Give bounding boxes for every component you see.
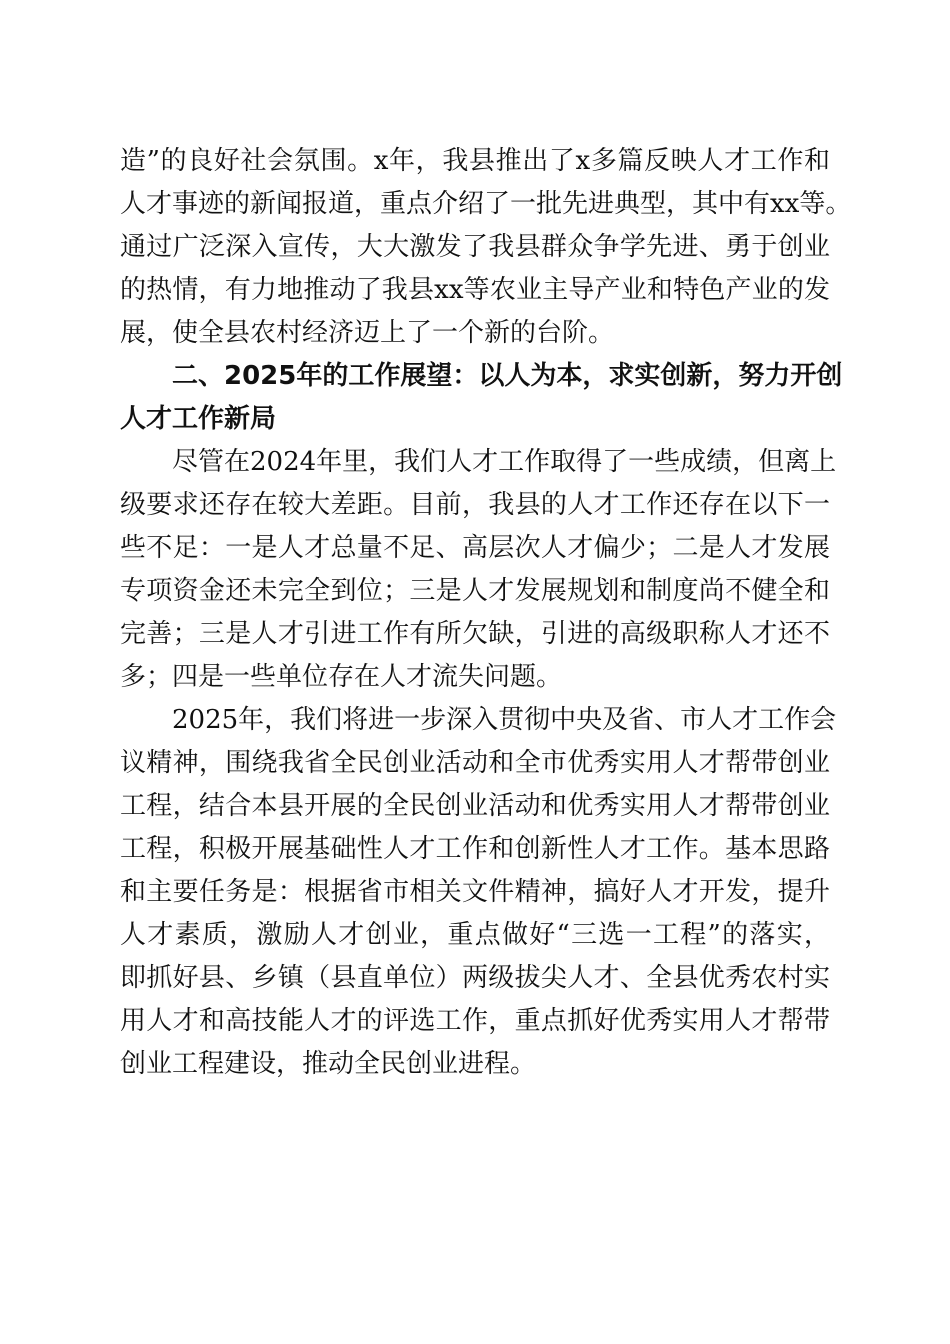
text-line: 即抓好县、乡镇（县直单位）两级拔尖人才、全县优秀农村实 — [120, 963, 830, 993]
text-line: 和主要任务是：根据省市相关文件精神，搞好人才开发，提升 — [120, 877, 830, 907]
heading-line: 二、2025年的工作展望：以人为本，求实创新，努力开创 — [172, 361, 843, 391]
text-line: 人才素质，激励人才创业，重点做好“三选一工程”的落实， — [120, 920, 830, 950]
text-line: 级要求还存在较大差距。目前，我县的人才工作还存在以下一 — [120, 490, 830, 520]
text-line: 用人才和高技能人才的评选工作，重点抓好优秀实用人才帮带 — [120, 1006, 830, 1036]
paragraph-continuation — [120, 140, 852, 355]
section-heading — [120, 355, 843, 441]
text-line: 工程，结合本县开展的全民创业活动和优秀实用人才帮带创业 — [120, 791, 830, 821]
text-line: 创业工程建设，推动全民创业进程。 — [120, 1049, 537, 1079]
text-line: 多；四是一些单位存在人才流失问题。 — [120, 662, 563, 692]
text-line: 些不足：一是人才总量不足、高层次人才偏少；二是人才发展 — [120, 533, 830, 563]
heading-line: 人才工作新局 — [120, 404, 277, 434]
text-line: 完善；三是人才引进工作有所欠缺，引进的高级职称人才还不 — [120, 619, 830, 649]
text-line: 的热情，有力地推动了我县xx等农业主导产业和特色产业的发 — [120, 275, 830, 305]
text-line: 议精神，围绕我省全民创业活动和全市优秀实用人才帮带创业 — [120, 748, 830, 778]
text-line: 展，使全县农村经济迈上了一个新的台阶。 — [120, 318, 615, 348]
text-line: 造”的良好社会氛围。x年，我县推出了x多篇反映人才工作和 — [120, 146, 830, 176]
text-line: 尽管在2024年里，我们人才工作取得了一些成绩，但离上 — [172, 447, 837, 477]
text-line: 2025年，我们将进一步深入贯彻中央及省、市人才工作会 — [172, 705, 837, 735]
paragraph-plan-2025 — [120, 699, 837, 1086]
text-line: 人才事迹的新闻报道，重点介绍了一批先进典型，其中有xx等。 — [120, 189, 852, 219]
text-line: 通过广泛深入宣传，大大激发了我县群众争学先进、勇于创业 — [120, 232, 830, 262]
paragraph-shortcomings — [120, 441, 837, 699]
text-line: 专项资金还未完全到位；三是人才发展规划和制度尚不健全和 — [120, 576, 830, 606]
text-line: 工程，积极开展基础性人才工作和创新性人才工作。基本思路 — [120, 834, 830, 864]
document-body — [120, 140, 852, 1086]
